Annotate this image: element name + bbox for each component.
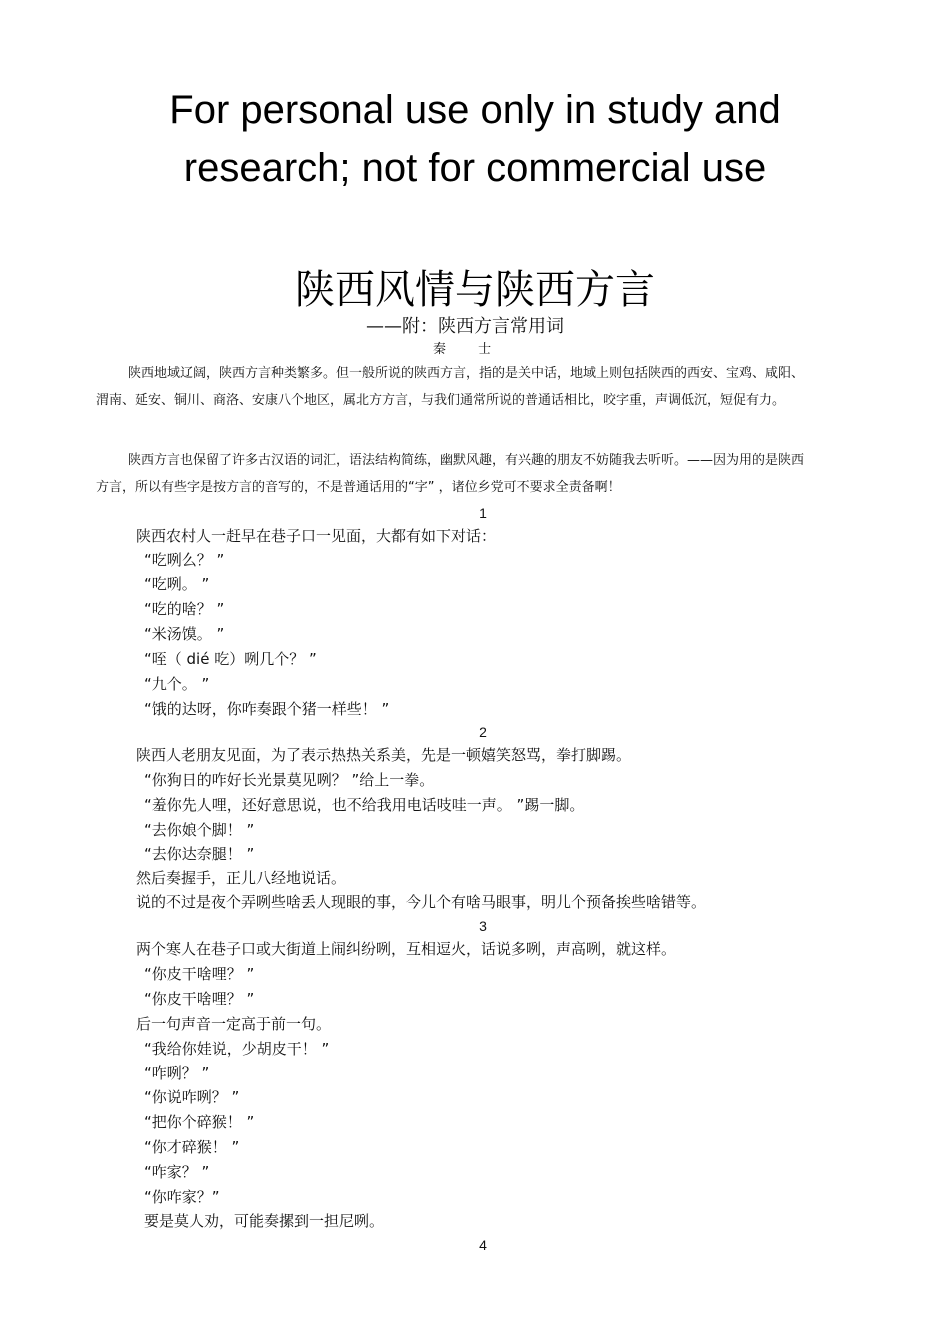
dialogue-line: “咥（ dié 吃）咧几个？ ” — [144, 650, 317, 668]
section-number: 2 — [479, 724, 487, 740]
dialogue-line: “吃咧。 ” — [144, 575, 210, 593]
section-number: 4 — [479, 1237, 487, 1253]
dialogue-line: “去你娘个脚！ ” — [144, 821, 255, 839]
dialogue-line: “你咋家？” — [144, 1188, 220, 1206]
section-lead: 两个寒人在巷子口或大街道上闹纠纷咧，互相逗火，话说多咧，声高咧，就这样。 — [136, 940, 677, 958]
narration-line: 说的不过是夜个弄咧些啥丢人现眼的事，今儿个有啥马眼事，明儿个预备挨些啥错等。 — [136, 893, 707, 911]
notice-line-1: For personal use only in study and — [169, 88, 781, 132]
dialogue-line: “九个。 ” — [144, 675, 210, 693]
dialogue-line: “吃咧么？ ” — [144, 551, 225, 569]
dialogue-line: “去你达奈腿！ ” — [144, 845, 255, 863]
dialogue-line: “羞你先人哩，还好意思说，也不给我用电话吱哇一声。 ”踢一脚。 — [144, 796, 585, 814]
narration-line: 然后奏握手，正儿八经地说话。 — [136, 869, 347, 887]
page-title: 陕西风情与陕西方言 — [295, 267, 655, 313]
author: 秦 士 — [433, 342, 506, 357]
narration-line: 要是莫人劝，可能奏摞到一担尼咧。 — [144, 1212, 385, 1230]
dialogue-line: “你才碎猴！ ” — [144, 1138, 240, 1156]
dialogue-line: “你皮干啥哩？ ” — [144, 965, 255, 983]
dialogue-line: “把你个碎猴！ ” — [144, 1113, 255, 1131]
intro-paragraph-1: 陕西地域辽阔，陕西方言种类繁多。但一般所说的陕西方言，指的是关中话，地域上则包括陕西的西安、宝鸡、咸阳、渭南、延安、铜川、商洛、安康八个地区，属北方方言，与我们通常所说的普通话相比，咬字重，声调低沉，短促有力。 — [96, 366, 805, 408]
section-number: 1 — [479, 505, 487, 521]
section-number: 3 — [479, 918, 487, 934]
dialogue-line: “咋家？ ” — [144, 1163, 210, 1181]
notice-line-2: research; not for commercial use — [183, 146, 767, 190]
dialogue-line: “饿的达呀，你咋奏跟个猪一样些！ ” — [144, 700, 390, 718]
dialogue-line: “我给你娃说，少胡皮干！ ” — [144, 1040, 330, 1058]
dialogue-line: “咋咧？ ” — [144, 1064, 210, 1082]
intro-paragraph-2: 陕西方言也保留了许多古汉语的词汇，语法结构简练，幽默风趣，有兴趣的朋友不妨随我去听听。——因为用的是陕西方言，所以有些字是按方言的音写的，不是普通话用的“字” ，诸位乡党可不要求全责备啊！ — [96, 453, 805, 495]
section-lead: 陕西人老朋友见面，为了表示热热关系美，先是一顿嬉笑怒骂，拳打脚踢。 — [136, 746, 632, 764]
dialogue-line: “吃的啥？ ” — [144, 600, 225, 618]
section-lead: 陕西农村人一赶早在巷子口一见面，大都有如下对话： — [136, 527, 497, 545]
dialogue-line: “你狗日的咋好长光景莫见咧？ ”给上一拳。 — [144, 771, 435, 789]
narration-line: 后一句声音一定高于前一句。 — [136, 1015, 332, 1033]
dialogue-line: “你说咋咧？ ” — [144, 1088, 240, 1106]
dialogue-line: “米汤馍。 ” — [144, 625, 225, 643]
page-subtitle: ——附：陕西方言常用词 — [366, 316, 564, 337]
dialogue-line: “你皮干啥哩？ ” — [144, 990, 255, 1008]
